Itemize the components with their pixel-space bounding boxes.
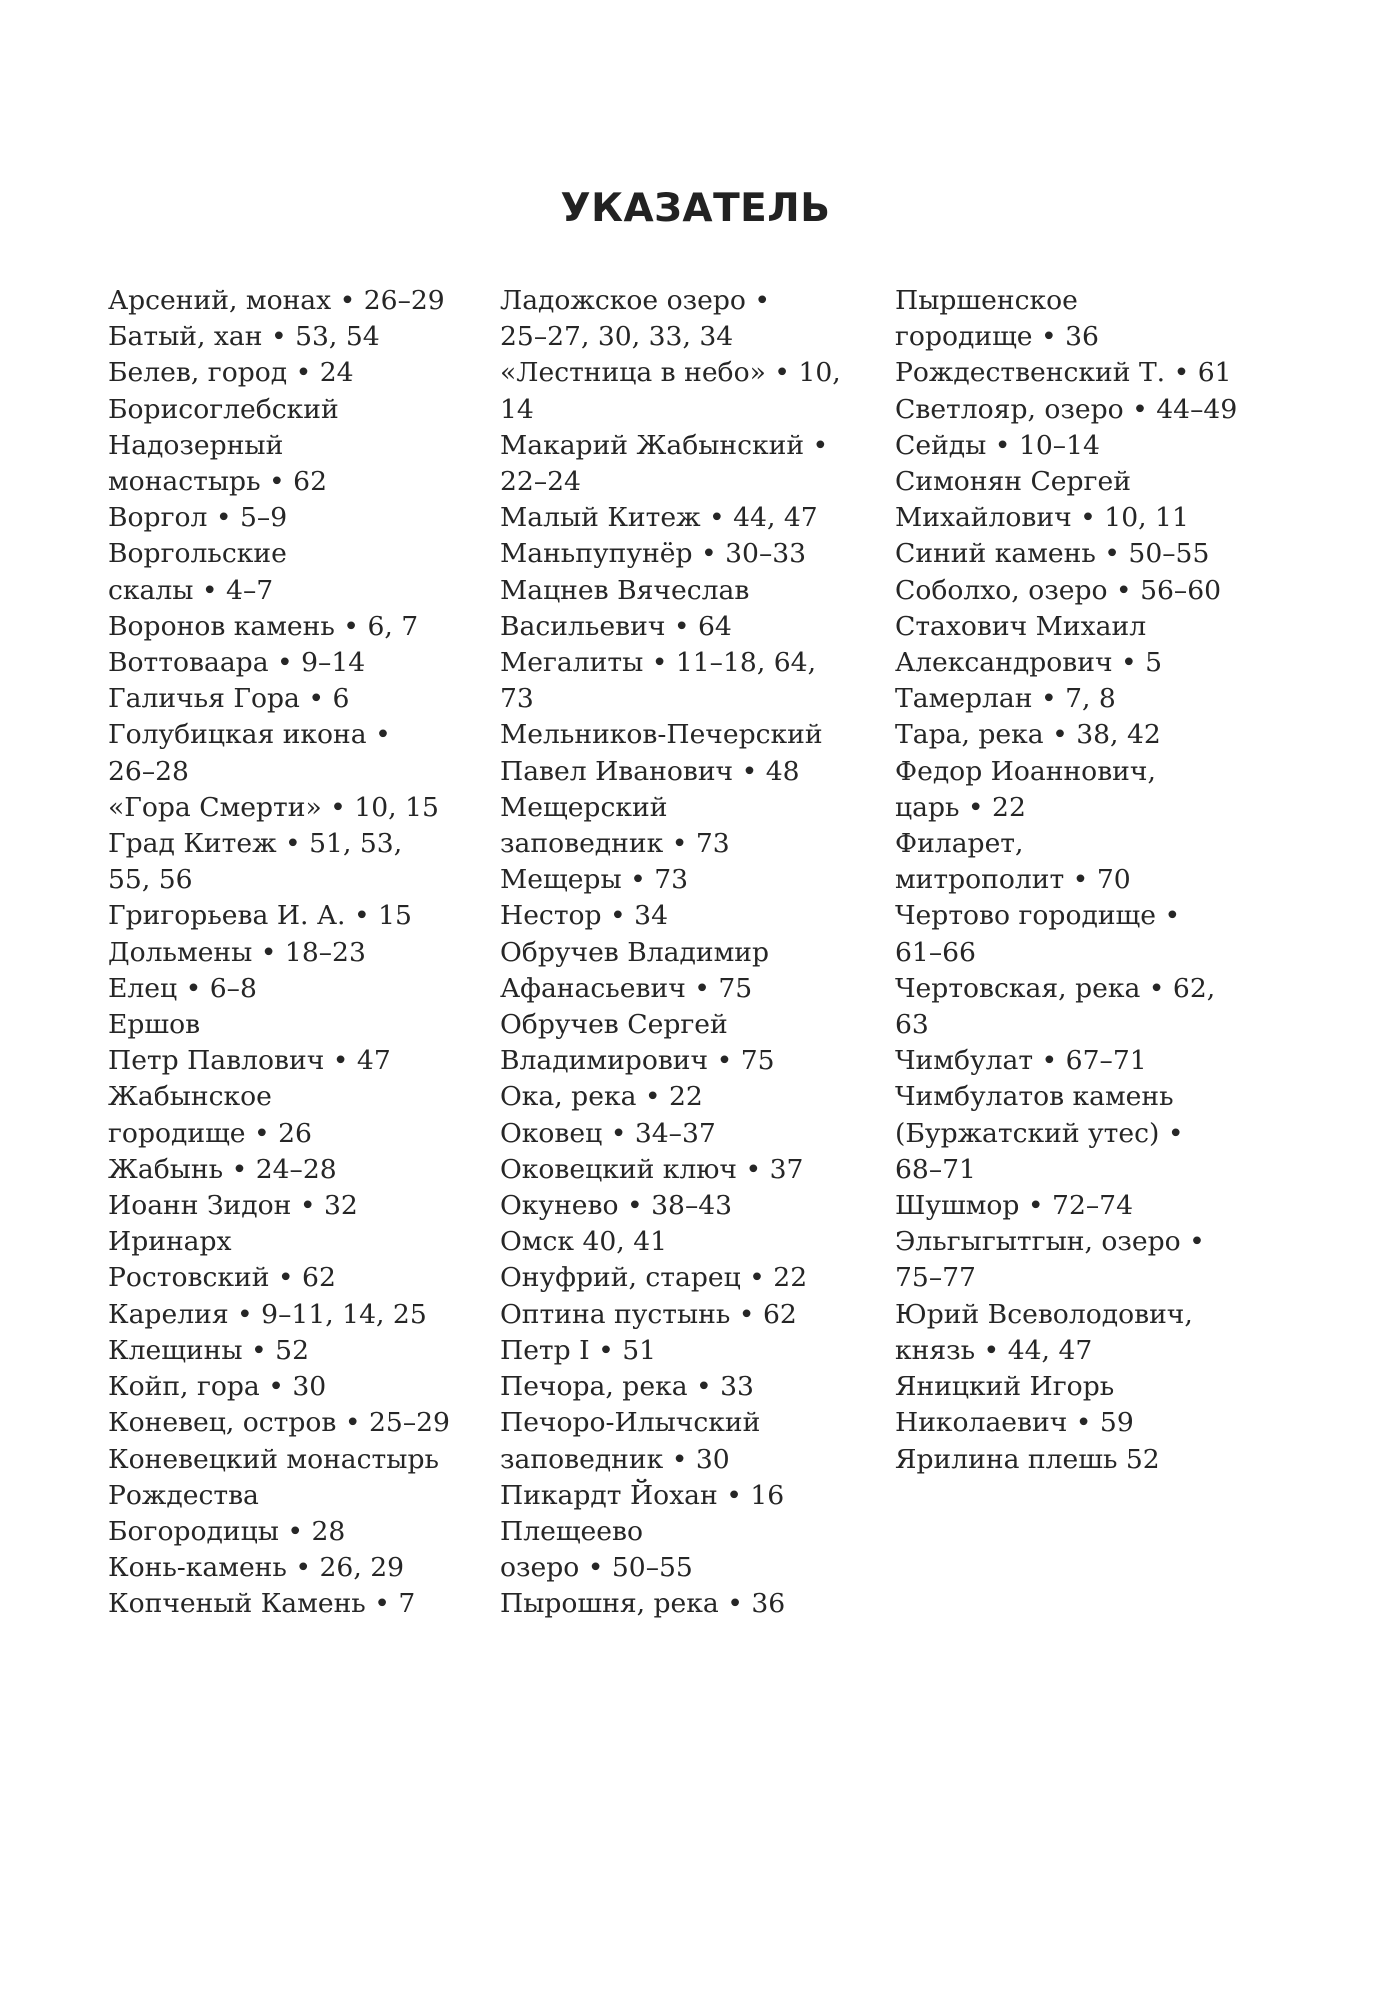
index-entry-line: Симонян Сергей <box>895 466 1131 498</box>
index-entry <box>108 1369 488 1405</box>
index-entry <box>500 1116 880 1152</box>
index-entry <box>108 1333 488 1369</box>
index-entry-line: Арсений, монах • 26–29 <box>108 285 445 316</box>
index-entry-line: 63 <box>895 1009 929 1041</box>
index-entry-line: Ершов <box>108 1009 201 1041</box>
index-entry <box>108 790 488 826</box>
index-entry-line: Николаевич • 59 <box>895 1407 1134 1439</box>
index-entry <box>108 1297 488 1333</box>
index-entry <box>500 573 880 645</box>
index-entry-line: Яницкий Игорь <box>895 1371 1115 1403</box>
index-entry-line: Мещерский <box>500 791 668 823</box>
index-entry <box>108 319 488 355</box>
index-entry-line: Михайлович • 10, 11 <box>895 502 1189 534</box>
index-entry-line: Оковец • 34–37 <box>500 1117 716 1149</box>
index-entry <box>108 1550 488 1586</box>
index-entry <box>500 1369 880 1405</box>
index-entry-line: 26–28 <box>108 755 189 787</box>
index-entry <box>108 898 488 934</box>
index-entry <box>895 428 1275 464</box>
index-entry-line: Рождества <box>108 1479 259 1511</box>
index-entry <box>500 1260 880 1296</box>
index-entry-line: Чимбулатов камень <box>895 1081 1174 1113</box>
index-entry <box>108 392 488 501</box>
index-entry <box>108 1188 488 1224</box>
index-entry <box>108 1079 488 1151</box>
index-entry <box>500 1079 880 1115</box>
index-entry-line: царь • 22 <box>895 791 1026 823</box>
index-entry <box>895 609 1275 681</box>
index-entry-line: Копченый Камень • 7 <box>108 1588 416 1620</box>
index-entry <box>500 717 880 789</box>
index-entry <box>895 1224 1275 1296</box>
index-entry <box>500 1152 880 1188</box>
index-entry-line: Батый, хан • 53, 54 <box>108 321 380 353</box>
index-entry <box>500 790 880 862</box>
index-entry-line: Борисоглебский <box>108 393 339 425</box>
index-column-1 <box>108 283 488 1623</box>
index-entry-line: Макарий Жабынский • <box>500 429 829 461</box>
index-entry-line: Чимбулат • 67–71 <box>895 1045 1147 1077</box>
index-entry <box>108 1586 488 1622</box>
index-entry-line: Григорьева И. А. • 15 <box>108 900 412 932</box>
index-entry-line: Сейды • 10–14 <box>895 429 1100 461</box>
index-entry <box>500 1224 880 1260</box>
index-entry-line: Конь-камень • 26, 29 <box>108 1552 405 1584</box>
index-entry-line: Петр I • 51 <box>500 1334 657 1366</box>
index-entry <box>895 971 1275 1043</box>
index-entry <box>895 1297 1275 1369</box>
index-entry-line: Юрий Всеволодович, <box>895 1298 1193 1330</box>
index-entry-line: Нестор • 34 <box>500 900 669 932</box>
index-entry-line: Жабынское <box>108 1081 272 1113</box>
index-entry <box>500 1007 880 1079</box>
index-entry-line: Оптина пустынь • 62 <box>500 1298 797 1330</box>
index-entry-line: Светлояр, озеро • 44–49 <box>895 393 1238 425</box>
index-entry-line: Богородицы • 28 <box>108 1515 346 1547</box>
index-entry-line: Малый Китеж • 44, 47 <box>500 502 818 534</box>
index-entry <box>895 355 1275 391</box>
index-entry <box>895 681 1275 717</box>
index-entry <box>108 1152 488 1188</box>
index-entry-line: Мельников-Печерский <box>500 719 823 751</box>
index-entry-line: Койп, гора • 30 <box>108 1371 327 1403</box>
index-entry-line: 73 <box>500 683 534 715</box>
index-entry-line: Петр Павлович • 47 <box>108 1045 391 1077</box>
index-entry-line: Мещеры • 73 <box>500 864 689 896</box>
index-entry-line: Жабынь • 24–28 <box>108 1153 337 1185</box>
index-entry-line: Соболхо, озеро • 56–60 <box>895 574 1222 606</box>
index-entry <box>895 536 1275 572</box>
index-entry-line: Чертово городище • <box>895 900 1181 932</box>
index-entry-line: Маньпупунёр • 30–33 <box>500 538 807 570</box>
index-entry <box>500 1188 880 1224</box>
index-entry <box>500 935 880 1007</box>
index-entry-line: Иоанн Зидон • 32 <box>108 1190 358 1222</box>
index-column-3 <box>895 283 1275 1478</box>
index-entry-line: Александрович • 5 <box>895 647 1163 679</box>
index-entry-line: Мацнев Вячеслав <box>500 574 750 606</box>
index-entry-line: Воргольские <box>108 538 287 570</box>
index-entry <box>500 1297 880 1333</box>
index-entry-line: Клещины • 52 <box>108 1334 309 1366</box>
index-entry-line: Стахович Михаил <box>895 610 1147 642</box>
index-entry <box>108 971 488 1007</box>
index-entry <box>895 1442 1275 1478</box>
index-entry-line: Дольмены • 18–23 <box>108 936 366 968</box>
index-entry-line: Тамерлан • 7, 8 <box>895 683 1116 715</box>
index-entry <box>108 1442 488 1551</box>
index-entry-line: Омск 40, 41 <box>500 1226 668 1258</box>
index-entry <box>500 1586 880 1622</box>
index-entry-line: «Гора Смерти» • 10, 15 <box>108 791 439 823</box>
index-entry-line: Афанасьевич • 75 <box>500 972 753 1004</box>
index-entry <box>500 536 880 572</box>
index-entry-line: Синий камень • 50–55 <box>895 538 1210 570</box>
index-entry-line: 55, 56 <box>108 864 193 896</box>
index-entry <box>500 355 880 427</box>
index-entry <box>500 1514 880 1586</box>
index-entry <box>500 500 880 536</box>
index-entry <box>500 862 880 898</box>
index-entry-line: Коневец, остров • 25–29 <box>108 1407 450 1439</box>
index-entry-line: Голубицкая икона • <box>108 719 391 751</box>
index-entry-line: Окунево • 38–43 <box>500 1190 733 1222</box>
index-entry-line: Васильевич • 64 <box>500 610 732 642</box>
index-entry <box>895 898 1275 970</box>
index-entry <box>108 1007 488 1079</box>
index-entry-line: Град Китеж • 51, 53, <box>108 828 403 860</box>
index-entry-line: (Буржатский утес) • <box>895 1117 1184 1149</box>
index-entry-line: Карелия • 9–11, 14, 25 <box>108 1298 427 1330</box>
index-entry-line: городище • 36 <box>895 321 1099 353</box>
index-entry-line: городище • 26 <box>108 1117 312 1149</box>
index-entry <box>895 754 1275 826</box>
index-entry <box>108 645 488 681</box>
index-entry-line: Воргол • 5–9 <box>108 502 288 534</box>
index-entry <box>108 681 488 717</box>
index-entry <box>895 1188 1275 1224</box>
index-entry-line: 75–77 <box>895 1262 976 1294</box>
index-entry-line: Плещеево <box>500 1515 644 1547</box>
index-entry <box>895 392 1275 428</box>
index-entry <box>895 573 1275 609</box>
index-entry <box>108 1224 488 1296</box>
index-entry-line: Чертовская, река • 62, <box>895 972 1216 1004</box>
index-entry-line: монастырь • 62 <box>108 466 327 498</box>
index-entry <box>108 283 488 319</box>
index-entry-line: Владимирович • 75 <box>500 1045 775 1077</box>
index-entry-line: Мегалиты • 11–18, 64, <box>500 647 817 679</box>
index-entry <box>895 717 1275 753</box>
index-entry <box>500 1405 880 1477</box>
index-entry-line: «Лестница в небо» • 10, <box>500 357 841 389</box>
index-entry-line: князь • 44, 47 <box>895 1334 1093 1366</box>
index-entry-line: Иринарх <box>108 1226 232 1258</box>
index-entry-line: Павел Иванович • 48 <box>500 755 800 787</box>
index-entry <box>500 428 880 500</box>
index-entry <box>895 826 1275 898</box>
index-entry-line: Белев, город • 24 <box>108 357 354 389</box>
index-entry <box>108 500 488 536</box>
page-title: УКАЗАТЕЛЬ <box>560 186 831 231</box>
index-entry <box>500 645 880 717</box>
index-entry-line: Эльгыгытгын, озеро • <box>895 1226 1205 1258</box>
index-entry-line: Печора, река • 33 <box>500 1371 754 1403</box>
index-entry <box>500 1478 880 1514</box>
index-entry <box>500 1333 880 1369</box>
index-entry-line: 25–27, 30, 33, 34 <box>500 321 734 353</box>
index-entry-line: озеро • 50–55 <box>500 1552 693 1584</box>
index-entry-line: Галичья Гора • 6 <box>108 683 350 715</box>
index-entry <box>108 609 488 645</box>
index-entry <box>895 1043 1275 1079</box>
index-entry-line: митрополит • 70 <box>895 864 1131 896</box>
index-entry-line: заповедник • 73 <box>500 828 730 860</box>
index-entry-line: Федор Иоаннович, <box>895 755 1156 787</box>
index-entry <box>500 898 880 934</box>
index-entry-line: скалы • 4–7 <box>108 574 274 606</box>
index-entry-line: Воттоваара • 9–14 <box>108 647 366 679</box>
index-entry <box>895 1369 1275 1441</box>
index-entry-line: Ладожское озеро • <box>500 285 771 316</box>
index-entry-line: Обручев Сергей <box>500 1009 728 1041</box>
index-entry-line: Коневецкий монастырь <box>108 1443 439 1475</box>
index-entry <box>108 935 488 971</box>
index-entry <box>108 826 488 898</box>
index-entry-line: Онуфрий, старец • 22 <box>500 1262 808 1294</box>
index-entry <box>895 283 1275 355</box>
index-entry-line: 68–71 <box>895 1153 976 1185</box>
index-entry-line: Филарет, <box>895 828 1024 860</box>
index-column-2 <box>500 283 880 1623</box>
index-entry-line: Воронов камень • 6, 7 <box>108 610 419 642</box>
index-entry-line: Шушмор • 72–74 <box>895 1190 1134 1222</box>
index-entry-line: 14 <box>500 393 534 425</box>
index-entry-line: Обручев Владимир <box>500 936 770 968</box>
index-entry-line: Пыршенское <box>895 285 1078 316</box>
index-entry <box>108 355 488 391</box>
index-entry-line: Ростовский • 62 <box>108 1262 336 1294</box>
index-entry-line: Пырошня, река • 36 <box>500 1588 786 1620</box>
index-entry-line: Ярилина плешь 52 <box>895 1443 1160 1475</box>
index-entry-line: 22–24 <box>500 466 581 498</box>
index-entry-line: заповедник • 30 <box>500 1443 730 1475</box>
index-entry <box>895 464 1275 536</box>
index-entry-line: 61–66 <box>895 936 976 968</box>
index-entry-line: Елец • 6–8 <box>108 972 257 1004</box>
index-entry-line: Оковецкий ключ • 37 <box>500 1153 804 1185</box>
index-entry-line: Тара, река • 38, 42 <box>895 719 1161 751</box>
index-entry <box>108 536 488 608</box>
index-entry <box>895 1079 1275 1188</box>
index-entry <box>108 1405 488 1441</box>
index-entry-line: Рождественский Т. • 61 <box>895 357 1232 389</box>
index-entry <box>500 283 880 355</box>
index-entry <box>108 717 488 789</box>
index-entry-line: Пикардт Йохан • 16 <box>500 1479 785 1511</box>
index-entry-line: Ока, река • 22 <box>500 1081 703 1113</box>
index-entry-line: Надозерный <box>108 429 284 461</box>
index-entry-line: Печоро-Илычский <box>500 1407 761 1439</box>
